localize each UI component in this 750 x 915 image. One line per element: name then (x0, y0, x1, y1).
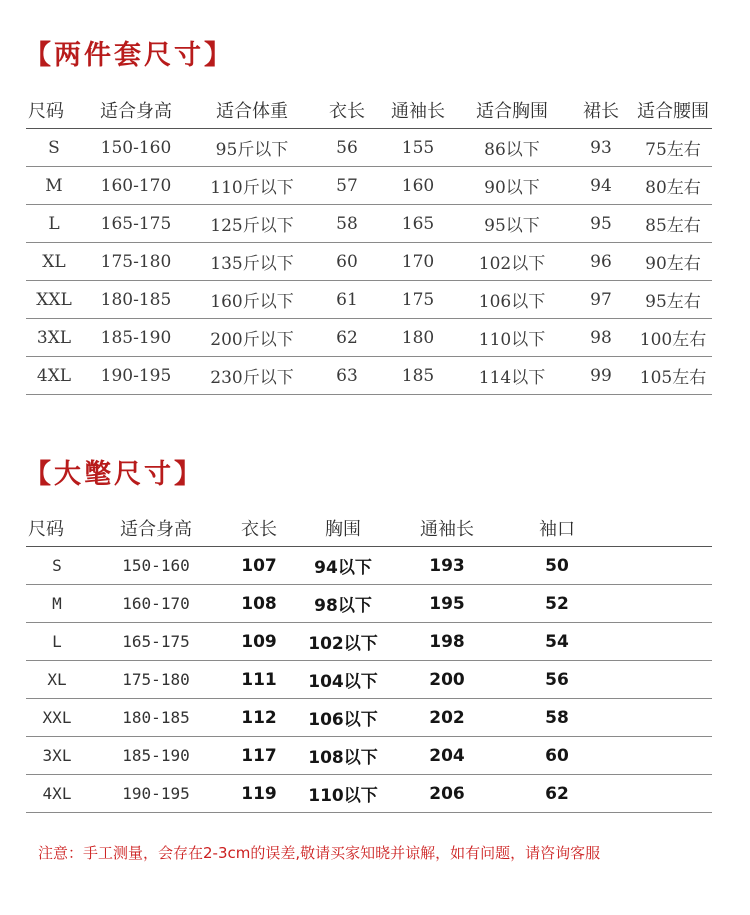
table-row (26, 737, 712, 775)
table-row (26, 243, 712, 281)
header-sleeve-length: 通袖长 (380, 92, 456, 129)
cell: M (26, 167, 82, 205)
table-row (26, 547, 712, 585)
cell: 50 (502, 547, 612, 585)
cell: 94 (568, 167, 634, 205)
cell: 96 (568, 243, 634, 281)
header-size: 尺码 (26, 510, 88, 547)
cell: 190-195 (88, 775, 224, 813)
header-bust: 适合胸围 (456, 92, 568, 129)
cell: 175-180 (88, 661, 224, 699)
cell: 90左右 (634, 243, 712, 281)
cell: XXL (26, 699, 88, 737)
cell: 190-195 (82, 357, 190, 395)
cell: 204 (392, 737, 502, 775)
measurement-note: 注意：手工测量，会存在2-3cm的误差,敬请买家知晓并谅解，如有问题，请咨询客服 (38, 844, 601, 862)
spacer-cell (612, 775, 712, 813)
cell: 185-190 (88, 737, 224, 775)
cell: 195 (392, 585, 502, 623)
cell: 95斤以下 (190, 129, 314, 167)
cell: 100左右 (634, 319, 712, 357)
cell: 160-170 (88, 585, 224, 623)
size-table-two-piece (26, 92, 712, 395)
header-size: 尺码 (26, 92, 82, 129)
header-cuff: 袖口 (502, 510, 612, 547)
cell: 54 (502, 623, 612, 661)
cell: 80左右 (634, 167, 712, 205)
cell: 97 (568, 281, 634, 319)
cell: 135斤以下 (190, 243, 314, 281)
cell: 160-170 (82, 167, 190, 205)
header-weight: 适合体重 (190, 92, 314, 129)
cell: 155 (380, 129, 456, 167)
cell: 198 (392, 623, 502, 661)
cell: 86以下 (456, 129, 568, 167)
header-height: 适合身高 (88, 510, 224, 547)
cell: 170 (380, 243, 456, 281)
cell: 119 (224, 775, 294, 813)
table-row (26, 281, 712, 319)
cell: S (26, 547, 88, 585)
cell: S (26, 129, 82, 167)
cell: 200 (392, 661, 502, 699)
cell: 102以下 (294, 623, 392, 661)
cell: 58 (502, 699, 612, 737)
table-row (26, 319, 712, 357)
cell: 111 (224, 661, 294, 699)
cell: 193 (392, 547, 502, 585)
header-skirt-length: 裙长 (568, 92, 634, 129)
cell: 94以下 (294, 547, 392, 585)
table-row (26, 661, 712, 699)
table-row (26, 129, 712, 167)
section-title-two-piece: 【两件套尺寸】 (24, 40, 234, 71)
cell: XL (26, 661, 88, 699)
header-sleeve-length: 通袖长 (392, 510, 502, 547)
cell: 95左右 (634, 281, 712, 319)
cell: 95 (568, 205, 634, 243)
table-row (26, 699, 712, 737)
cell: XL (26, 243, 82, 281)
cell: L (26, 205, 82, 243)
cell: 106以下 (294, 699, 392, 737)
cell: 52 (502, 585, 612, 623)
cell: 98 (568, 319, 634, 357)
cell: 165-175 (88, 623, 224, 661)
table-row (26, 167, 712, 205)
cell: 98以下 (294, 585, 392, 623)
cell: 106以下 (456, 281, 568, 319)
cell: 90以下 (456, 167, 568, 205)
cell: 95以下 (456, 205, 568, 243)
table-row (26, 585, 712, 623)
cell: 110以下 (294, 775, 392, 813)
table-row (26, 357, 712, 395)
cell: XXL (26, 281, 82, 319)
table-header-row (26, 510, 712, 547)
cell: 160斤以下 (190, 281, 314, 319)
cell: 3XL (26, 319, 82, 357)
header-length: 衣长 (224, 510, 294, 547)
cell: 107 (224, 547, 294, 585)
cell: 105左右 (634, 357, 712, 395)
spacer-cell (612, 547, 712, 585)
cell: 60 (314, 243, 380, 281)
cell: 4XL (26, 775, 88, 813)
cell: 175 (380, 281, 456, 319)
cell: 180-185 (82, 281, 190, 319)
cell: 99 (568, 357, 634, 395)
spacer-cell (612, 699, 712, 737)
cell: 63 (314, 357, 380, 395)
cell: 57 (314, 167, 380, 205)
cell: 125斤以下 (190, 205, 314, 243)
cell: 160 (380, 167, 456, 205)
spacer-cell (612, 623, 712, 661)
cell: 185-190 (82, 319, 190, 357)
cell: 180 (380, 319, 456, 357)
cell: 206 (392, 775, 502, 813)
table-row (26, 775, 712, 813)
cell: 230斤以下 (190, 357, 314, 395)
cell: 175-180 (82, 243, 190, 281)
cell: 202 (392, 699, 502, 737)
cell: 114以下 (456, 357, 568, 395)
cell: 117 (224, 737, 294, 775)
cell: 112 (224, 699, 294, 737)
cell: 102以下 (456, 243, 568, 281)
cell: 60 (502, 737, 612, 775)
cell: 110斤以下 (190, 167, 314, 205)
spacer-cell (612, 737, 712, 775)
cell: L (26, 623, 88, 661)
cell: 108 (224, 585, 294, 623)
table-row (26, 205, 712, 243)
cell: 62 (314, 319, 380, 357)
header-waist: 适合腰围 (634, 92, 712, 129)
cell: 104以下 (294, 661, 392, 699)
cell: 110以下 (456, 319, 568, 357)
cell: 4XL (26, 357, 82, 395)
cell: 75左右 (634, 129, 712, 167)
cell: 58 (314, 205, 380, 243)
spacer-cell (612, 661, 712, 699)
cell: 165 (380, 205, 456, 243)
section-title-cloak: 【大氅尺寸】 (24, 459, 204, 490)
cell: 165-175 (82, 205, 190, 243)
cell: 185 (380, 357, 456, 395)
cell: 108以下 (294, 737, 392, 775)
size-table-cloak (26, 510, 712, 813)
cell: 93 (568, 129, 634, 167)
cell: 150-160 (82, 129, 190, 167)
table-header-row (26, 92, 712, 129)
cell: 3XL (26, 737, 88, 775)
header-bust: 胸围 (294, 510, 392, 547)
cell: 200斤以下 (190, 319, 314, 357)
spacer-cell (612, 585, 712, 623)
cell: 150-160 (88, 547, 224, 585)
cell: 180-185 (88, 699, 224, 737)
header-height: 适合身高 (82, 92, 190, 129)
cell: 56 (314, 129, 380, 167)
cell: 62 (502, 775, 612, 813)
table-row (26, 623, 712, 661)
header-spacer (612, 510, 712, 547)
header-length: 衣长 (314, 92, 380, 129)
cell: 85左右 (634, 205, 712, 243)
cell: 56 (502, 661, 612, 699)
cell: 61 (314, 281, 380, 319)
cell: M (26, 585, 88, 623)
cell: 109 (224, 623, 294, 661)
